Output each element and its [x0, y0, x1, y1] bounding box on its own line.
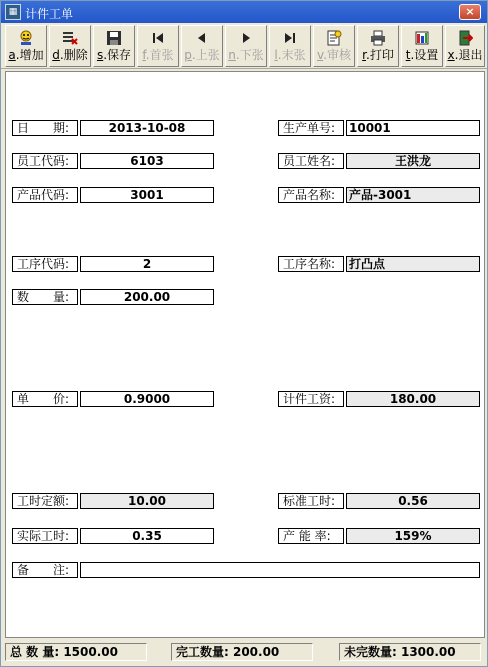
approve-hotkey: v	[317, 48, 324, 62]
process-code-label: 工序代码:	[12, 256, 78, 272]
standard-hours-field: 0.56	[346, 493, 480, 509]
exit-hotkey: x	[447, 48, 455, 62]
last-record-button[interactable]	[269, 25, 311, 67]
order-no-label: 生产单号:	[278, 120, 344, 136]
app-icon: ▦	[5, 4, 21, 20]
employee-code-field[interactable]: 6103	[80, 153, 214, 169]
hours-quota-field: 10.00	[80, 493, 214, 509]
last-record-label: .末张	[277, 48, 306, 62]
approve-label: .审核	[323, 48, 351, 62]
standard-hours-label: 标准工时:	[278, 493, 344, 509]
first-record-label: .首张	[145, 48, 174, 62]
last-record-hotkey: l	[274, 48, 278, 62]
process-name-field: 打凸点	[346, 256, 480, 272]
print-icon	[370, 30, 386, 46]
completed-quantity-status: 完工数量: 200.00	[171, 643, 313, 661]
piece-wage-field: 180.00	[346, 391, 480, 407]
remark-label: 备 注:	[12, 562, 78, 578]
previous-record-icon	[194, 30, 210, 46]
delete-label: .删除	[59, 48, 88, 62]
unit-price-field[interactable]: 0.9000	[80, 391, 214, 407]
delete-icon	[62, 30, 78, 46]
title-bar	[1, 1, 487, 23]
status-bar	[1, 640, 487, 666]
employee-code-label: 员工代码:	[12, 153, 78, 169]
process-code-field[interactable]: 2	[80, 256, 214, 272]
previous-record-button[interactable]	[181, 25, 223, 67]
approve-button[interactable]	[313, 25, 355, 67]
window-title: 计件工单	[25, 7, 74, 21]
save-button[interactable]	[93, 25, 135, 67]
date-field[interactable]: 2013-10-08	[80, 120, 214, 136]
product-name-field: 产品-3001	[346, 187, 480, 203]
uncompleted-quantity-status: 未完数量: 1300.00	[339, 643, 481, 661]
piece-wage-label: 计件工资:	[278, 391, 344, 407]
total-quantity-status: 总 数 量: 1500.00	[5, 643, 147, 661]
order-no-field[interactable]: 10001	[346, 120, 480, 136]
employee-name-label: 员工姓名:	[278, 153, 344, 169]
add-hotkey: a	[8, 48, 16, 62]
save-icon	[106, 30, 122, 46]
settings-icon	[414, 30, 430, 46]
print-label: .打印	[366, 48, 394, 62]
toolbar	[1, 23, 487, 69]
exit-button[interactable]	[445, 25, 485, 67]
first-record-icon	[150, 30, 166, 46]
save-label: .保存	[103, 48, 132, 62]
efficiency-field: 159%	[346, 528, 480, 544]
print-hotkey: r	[362, 48, 366, 62]
quantity-label: 数 量:	[12, 289, 78, 305]
product-code-label: 产品代码:	[12, 187, 78, 203]
print-button[interactable]	[357, 25, 399, 67]
actual-hours-field[interactable]: 0.35	[80, 528, 214, 544]
close-button[interactable]: ×	[459, 4, 481, 20]
first-record-hotkey: f	[142, 48, 146, 62]
employee-name-field: 王洪龙	[346, 153, 480, 169]
add-person-icon	[18, 30, 34, 46]
product-name-label: 产品名称:	[278, 187, 344, 203]
add-label: .增加	[15, 48, 44, 62]
exit-icon	[457, 30, 473, 46]
previous-record-label: .上张	[191, 48, 220, 62]
add-button[interactable]	[5, 25, 47, 67]
next-record-button[interactable]	[225, 25, 267, 67]
next-record-label: .下张	[235, 48, 264, 62]
hours-quota-label: 工时定额:	[12, 493, 78, 509]
unit-price-label: 单 价:	[12, 391, 78, 407]
settings-hotkey: t	[405, 48, 411, 62]
approve-icon	[326, 30, 342, 46]
previous-record-hotkey: p	[184, 48, 192, 62]
date-label: 日 期:	[12, 120, 78, 136]
actual-hours-label: 实际工时:	[12, 528, 78, 544]
efficiency-label: 产 能 率:	[278, 528, 344, 544]
quantity-field[interactable]: 200.00	[80, 289, 214, 305]
next-record-icon	[238, 30, 254, 46]
delete-button[interactable]	[49, 25, 91, 67]
settings-label: .设置	[410, 48, 439, 62]
save-hotkey: s	[96, 48, 104, 62]
exit-label: .退出	[454, 48, 483, 62]
first-record-button[interactable]	[137, 25, 179, 67]
next-record-hotkey: n	[228, 48, 236, 62]
process-name-label: 工序名称:	[278, 256, 344, 272]
delete-hotkey: d	[52, 48, 60, 62]
product-code-field[interactable]: 3001	[80, 187, 214, 203]
work-order-form	[5, 71, 485, 638]
last-record-icon	[282, 30, 298, 46]
settings-button[interactable]	[401, 25, 443, 67]
remark-field[interactable]	[80, 562, 480, 578]
